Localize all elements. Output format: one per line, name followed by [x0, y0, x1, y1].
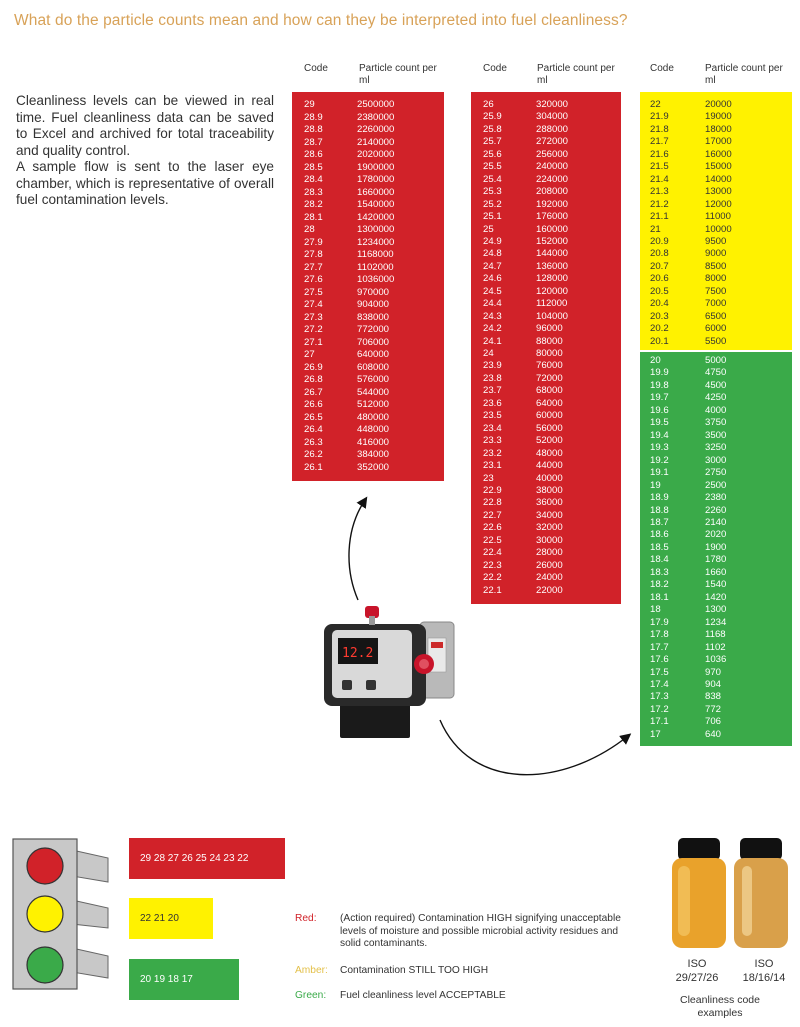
count-cell: 26000 — [536, 559, 563, 571]
count-cell: 272000 — [536, 136, 569, 148]
count-cell: 320000 — [536, 99, 569, 110]
code-cell: 25.8 — [483, 123, 502, 135]
code-cell: 20.2 — [650, 323, 669, 335]
code-cell: 28.1 — [304, 211, 323, 223]
code-cell: 27.7 — [304, 261, 323, 273]
count-cell: 1540000 — [357, 199, 395, 210]
code-cell: 23.2 — [483, 447, 502, 459]
count-cell: 14000 — [705, 173, 732, 185]
count-cell: 38000 — [536, 484, 563, 496]
code-cell: 17.1 — [650, 716, 669, 728]
code-cell: 17.2 — [650, 703, 669, 715]
count-cell: 56000 — [536, 422, 563, 434]
count-cell: 416000 — [357, 436, 390, 448]
count-cell: 76000 — [536, 360, 563, 372]
count-cell: 3750 — [705, 417, 727, 429]
code-cell: 24.2 — [483, 323, 502, 335]
count-cell: 1168 — [705, 629, 726, 641]
code-cell: 21.4 — [650, 173, 669, 185]
count-cell: 706 — [705, 716, 722, 728]
count-cell: 288000 — [536, 123, 569, 135]
code-cell: 23.9 — [483, 360, 502, 372]
amber-code-bar: 22 21 20 — [129, 898, 213, 939]
code-cell: 26.1 — [304, 461, 323, 473]
code-cell: 23.4 — [483, 422, 502, 434]
count-cell: 72000 — [536, 372, 563, 384]
count-cell: 240000 — [536, 161, 569, 173]
code-cell: 26 — [483, 99, 494, 110]
code-cell: 19.4 — [650, 429, 669, 441]
code-cell: 26.9 — [304, 361, 323, 373]
code-cell: 22.3 — [483, 559, 502, 571]
count-cell: 970 — [705, 666, 722, 678]
code-cell: 27.6 — [304, 274, 323, 285]
count-cell: 40000 — [536, 472, 563, 484]
code-cell: 26.5 — [304, 411, 323, 423]
code-cell: 19 — [650, 479, 661, 491]
iso-left — [672, 957, 722, 985]
code-cell: 21.8 — [650, 123, 669, 135]
code-cell: 21.5 — [650, 161, 669, 173]
code-cell: 28.4 — [304, 174, 323, 185]
count-cell: 120000 — [536, 285, 569, 297]
code-cell: 27.5 — [304, 286, 323, 298]
count-cell: 1102000 — [357, 261, 394, 273]
code-cell: 27 — [304, 349, 315, 360]
count-cell: 112000 — [536, 298, 568, 310]
code-cell: 28 — [304, 224, 315, 235]
count-cell: 640 — [705, 728, 722, 740]
code-cell: 19.2 — [650, 454, 669, 466]
count-cell: 34000 — [536, 509, 563, 521]
code-cell: 25.9 — [483, 111, 502, 123]
red-description: (Action required) Contamination HIGH signifying unacceptable levels of moisture and possible microbial activity residues and solid contaminants. — [340, 913, 621, 949]
code-cell: 19.5 — [650, 417, 669, 429]
count-cell: 904 — [705, 678, 722, 690]
code-cell: 22.8 — [483, 497, 502, 509]
count-cell: 60000 — [536, 410, 563, 422]
code-cell: 28.7 — [304, 136, 323, 148]
code-cell: 22.7 — [483, 509, 502, 521]
count-cell: 8500 — [705, 260, 727, 272]
code-cell: 27.4 — [304, 299, 323, 310]
count-cell: 4000 — [705, 404, 727, 416]
code-cell: 24.3 — [483, 310, 502, 322]
count-cell: 19000 — [705, 111, 732, 123]
count-cell: 1036 — [705, 654, 727, 666]
code-cell: 17.9 — [650, 616, 669, 628]
count-cell: 160000 — [536, 223, 569, 235]
count-cell: 1300 — [705, 604, 727, 616]
code-cell: 17.8 — [650, 629, 669, 641]
code-cell: 18.2 — [650, 579, 669, 591]
amber-label: Amber: — [295, 965, 328, 976]
count-cell: 2750 — [705, 467, 727, 479]
count-cell: 32000 — [536, 522, 563, 534]
green-description: Fuel cleanliness level ACCEPTABLE — [340, 990, 506, 1001]
count-cell: 640000 — [357, 349, 390, 360]
count-cell: 256000 — [536, 148, 569, 160]
code-cell: 26.6 — [304, 399, 323, 410]
code-cell: 26.4 — [304, 424, 323, 435]
code-cell: 19.9 — [650, 367, 669, 379]
count-cell: 152000 — [536, 235, 569, 247]
code-cell: 21.3 — [650, 186, 669, 198]
code-cell: 21.7 — [650, 136, 669, 148]
count-header: Particle count per ml — [359, 63, 437, 86]
code-cell: 28.3 — [304, 186, 323, 198]
code-cell: 27.2 — [304, 324, 323, 335]
count-cell: 3250 — [705, 442, 727, 454]
count-cell: 4500 — [705, 379, 727, 391]
count-cell: 8000 — [705, 273, 727, 285]
count-cell: 192000 — [536, 198, 569, 210]
count-cell: 352000 — [357, 461, 390, 473]
code-cell: 19.1 — [650, 467, 669, 479]
count-cell: 28000 — [536, 547, 563, 559]
code-header: Code — [483, 63, 507, 74]
code-cell: 26.8 — [304, 374, 323, 385]
red-light — [27, 848, 63, 884]
count-cell: 3500 — [705, 429, 727, 441]
count-cell: 17000 — [705, 136, 732, 148]
code-cell: 25.7 — [483, 136, 502, 148]
code-cell: 27.1 — [304, 336, 323, 348]
count-cell: 1660 — [705, 566, 727, 578]
count-cell: 544000 — [357, 386, 390, 398]
count-cell: 9500 — [705, 235, 727, 247]
code-cell: 17.6 — [650, 654, 669, 666]
intro-paragraph-2: A sample flow is sent to the laser eye chamber, which is representative of overall fuel contamination levels. — [16, 159, 274, 207]
count-cell: 48000 — [536, 447, 563, 459]
code-cell: 20.7 — [650, 260, 669, 272]
count-cell: 2140000 — [357, 136, 395, 148]
count-cell: 2380000 — [357, 111, 395, 123]
iso-right-code: 18/16/14 — [742, 972, 786, 984]
count-cell: 772000 — [357, 324, 390, 335]
code-cell: 20 — [650, 355, 661, 366]
count-cell: 36000 — [536, 497, 563, 509]
code-cell: 18.4 — [650, 554, 669, 566]
count-cell: 64000 — [536, 397, 563, 409]
code-cell: 23.7 — [483, 385, 502, 397]
code-cell: 20.1 — [650, 335, 669, 347]
code-cell: 24.1 — [483, 335, 502, 347]
code-cell: 28.2 — [304, 199, 323, 210]
count-cell: 18000 — [705, 123, 732, 135]
code-cell: 23.1 — [483, 460, 502, 472]
count-cell: 1420000 — [357, 211, 395, 223]
count-cell: 6000 — [705, 323, 727, 335]
count-cell: 838 — [705, 691, 722, 703]
count-cell: 772 — [705, 703, 722, 715]
code-cell: 25.6 — [483, 148, 502, 160]
code-cell: 25.3 — [483, 186, 502, 198]
code-cell: 28.9 — [304, 111, 323, 123]
code-cell: 24.8 — [483, 248, 502, 260]
code-cell: 27.9 — [304, 236, 323, 248]
count-cell: 12000 — [705, 198, 732, 210]
count-cell: 7500 — [705, 285, 727, 297]
green-label: Green: — [295, 990, 327, 1001]
count-cell: 1540 — [705, 579, 727, 591]
code-cell: 22.5 — [483, 534, 502, 546]
code-cell: 17.4 — [650, 678, 669, 690]
code-cell: 29 — [304, 99, 315, 110]
code-cell: 24 — [483, 348, 494, 359]
intro-paragraph-1: Cleanliness levels can be viewed in real time. Fuel cleanliness data can be saved to Excel and archived for total traceability and quality control. — [16, 93, 274, 158]
count-cell: 5500 — [705, 335, 727, 347]
count-cell: 144000 — [536, 248, 569, 260]
code-cell: 22.6 — [483, 522, 502, 534]
code-cell: 18.1 — [650, 591, 669, 603]
iso-left-code: 29/27/26 — [675, 972, 719, 984]
code-cell: 19.8 — [650, 379, 669, 391]
count-cell: 1780000 — [357, 174, 395, 185]
particle-counter-device — [320, 600, 460, 740]
count-cell: 3000 — [705, 454, 727, 466]
code-cell: 25.4 — [483, 173, 502, 185]
code-cell: 17.5 — [650, 666, 669, 678]
count-cell: 208000 — [536, 186, 569, 198]
count-cell: 4250 — [705, 392, 727, 404]
code-cell: 27.3 — [304, 311, 323, 323]
count-cell: 7000 — [705, 298, 727, 310]
count-cell: 128000 — [536, 273, 569, 285]
count-cell: 384000 — [357, 449, 390, 460]
code-cell: 20.4 — [650, 298, 669, 310]
code-cell: 26.2 — [304, 449, 323, 460]
code-cell: 20.6 — [650, 273, 669, 285]
code-cell: 25.1 — [483, 211, 502, 223]
green-code-bar: 20 19 18 17 — [129, 959, 239, 1000]
code-cell: 24.5 — [483, 285, 502, 297]
code-cell: 25 — [483, 223, 494, 235]
count-cell: 608000 — [357, 361, 390, 373]
code-cell: 26.3 — [304, 436, 323, 448]
amber-light — [27, 896, 63, 932]
code-cell: 21.2 — [650, 198, 669, 210]
count-cell: 970000 — [357, 286, 390, 298]
code-cell: 27.8 — [304, 249, 323, 260]
count-cell: 576000 — [357, 374, 390, 385]
count-cell: 1780 — [705, 554, 727, 566]
count-cell: 10000 — [705, 223, 732, 235]
count-cell: 22000 — [536, 584, 563, 596]
count-cell: 480000 — [357, 411, 390, 423]
code-cell: 19.6 — [650, 404, 669, 416]
count-cell: 2140 — [705, 516, 727, 528]
count-cell: 1300000 — [357, 224, 395, 235]
svg-text:12.2: 12.2 — [342, 646, 374, 661]
green-light — [27, 947, 63, 983]
code-cell: 20.5 — [650, 285, 669, 297]
count-cell: 15000 — [705, 161, 732, 173]
code-cell: 21.9 — [650, 111, 669, 123]
count-cell: 1900000 — [357, 161, 395, 173]
code-cell: 24.4 — [483, 298, 502, 310]
count-cell: 88000 — [536, 335, 563, 347]
code-cell: 20.3 — [650, 310, 669, 322]
count-cell: 104000 — [536, 310, 569, 322]
code-cell: 23.3 — [483, 435, 502, 447]
code-cell: 18.3 — [650, 566, 669, 578]
traffic-light — [12, 838, 112, 990]
code-cell: 18.9 — [650, 492, 669, 504]
count-cell: 2500 — [705, 479, 727, 491]
iso-right-label: ISO — [754, 958, 774, 970]
code-cell: 22 — [650, 99, 661, 110]
count-cell: 80000 — [536, 348, 563, 359]
code-cell: 19.3 — [650, 442, 669, 454]
count-cell: 2020000 — [357, 149, 395, 160]
code-cell: 22.2 — [483, 572, 502, 584]
arrow-to-red — [349, 500, 365, 600]
count-cell: 30000 — [536, 534, 563, 546]
page-title: What do the particle counts mean and how can they be interpreted into fuel cleanliness? — [14, 12, 628, 29]
count-cell: 176000 — [536, 211, 569, 223]
code-cell: 23.6 — [483, 397, 502, 409]
code-cell: 20.9 — [650, 235, 669, 247]
code-cell: 17.7 — [650, 641, 669, 653]
code-cell: 23.5 — [483, 410, 502, 422]
count-cell: 24000 — [536, 572, 563, 584]
count-header: Particle count per ml — [705, 63, 783, 86]
count-cell: 136000 — [536, 260, 569, 272]
count-cell: 44000 — [536, 460, 563, 472]
count-cell: 1102 — [705, 641, 726, 653]
code-cell: 18.8 — [650, 504, 669, 516]
count-cell: 2260000 — [357, 124, 395, 135]
count-cell: 9000 — [705, 248, 727, 260]
code-cell: 25.5 — [483, 161, 502, 173]
code-cell: 18.6 — [650, 529, 669, 541]
count-cell: 706000 — [357, 336, 390, 348]
count-cell: 1234 — [705, 616, 727, 628]
code-cell: 21.1 — [650, 211, 669, 223]
count-cell: 2380 — [705, 492, 727, 504]
count-cell: 304000 — [536, 111, 569, 123]
count-cell: 1168000 — [357, 249, 394, 260]
count-cell: 11000 — [705, 211, 731, 223]
count-cell: 904000 — [357, 299, 390, 310]
code-cell: 18.7 — [650, 516, 669, 528]
count-cell: 4750 — [705, 367, 727, 379]
count-cell: 6500 — [705, 310, 727, 322]
amber-description: Contamination STILL TOO HIGH — [340, 965, 489, 976]
iso-left-label: ISO — [687, 958, 707, 970]
code-cell: 20.8 — [650, 248, 669, 260]
count-cell: 52000 — [536, 435, 563, 447]
code-cell: 22.1 — [483, 584, 502, 596]
count-header: Particle count per ml — [537, 63, 615, 86]
count-cell: 16000 — [705, 148, 732, 160]
count-cell: 2260 — [705, 504, 727, 516]
count-cell: 1420 — [705, 591, 727, 603]
arrow-to-green — [440, 720, 628, 775]
iso-right — [737, 957, 791, 985]
code-cell: 24.9 — [483, 235, 502, 247]
count-cell: 838000 — [357, 311, 390, 323]
code-cell: 24.7 — [483, 260, 502, 272]
code-cell: 26.7 — [304, 386, 323, 398]
code-header: Code — [650, 63, 674, 74]
count-cell: 1900 — [705, 541, 727, 553]
count-cell: 96000 — [536, 323, 563, 335]
red-label: Red: — [295, 913, 317, 924]
code-cell: 23 — [483, 472, 494, 484]
count-cell: 1036000 — [357, 274, 395, 285]
code-cell: 21.6 — [650, 148, 669, 160]
count-cell: 68000 — [536, 385, 563, 397]
code-cell: 18.5 — [650, 541, 669, 553]
count-cell: 448000 — [357, 424, 390, 435]
code-cell: 28.5 — [304, 161, 323, 173]
count-cell: 224000 — [536, 173, 569, 185]
code-cell: 19.7 — [650, 392, 669, 404]
code-cell: 22.9 — [483, 484, 502, 496]
code-cell: 17 — [650, 728, 661, 740]
code-cell: 22.4 — [483, 547, 502, 559]
code-cell: 28.8 — [304, 124, 323, 135]
code-cell: 28.6 — [304, 149, 323, 160]
count-cell: 2020 — [705, 529, 727, 541]
code-cell: 21 — [650, 223, 661, 235]
code-header: Code — [304, 63, 328, 74]
red-code-bar: 29 28 27 26 25 24 23 22 — [129, 838, 285, 879]
count-cell: 5000 — [705, 355, 727, 366]
count-cell: 2500000 — [357, 99, 395, 110]
count-cell: 13000 — [705, 186, 732, 198]
count-cell: 1660000 — [357, 186, 395, 198]
code-cell: 17.3 — [650, 691, 669, 703]
samples-caption: Cleanliness code examples — [680, 994, 760, 1019]
sample-jars — [664, 832, 794, 950]
code-cell: 18 — [650, 604, 661, 616]
count-cell: 20000 — [705, 99, 732, 110]
count-cell: 1234000 — [357, 236, 395, 248]
count-cell: 512000 — [357, 399, 390, 410]
code-cell: 23.8 — [483, 372, 502, 384]
code-cell: 24.6 — [483, 273, 502, 285]
code-cell: 25.2 — [483, 198, 502, 210]
